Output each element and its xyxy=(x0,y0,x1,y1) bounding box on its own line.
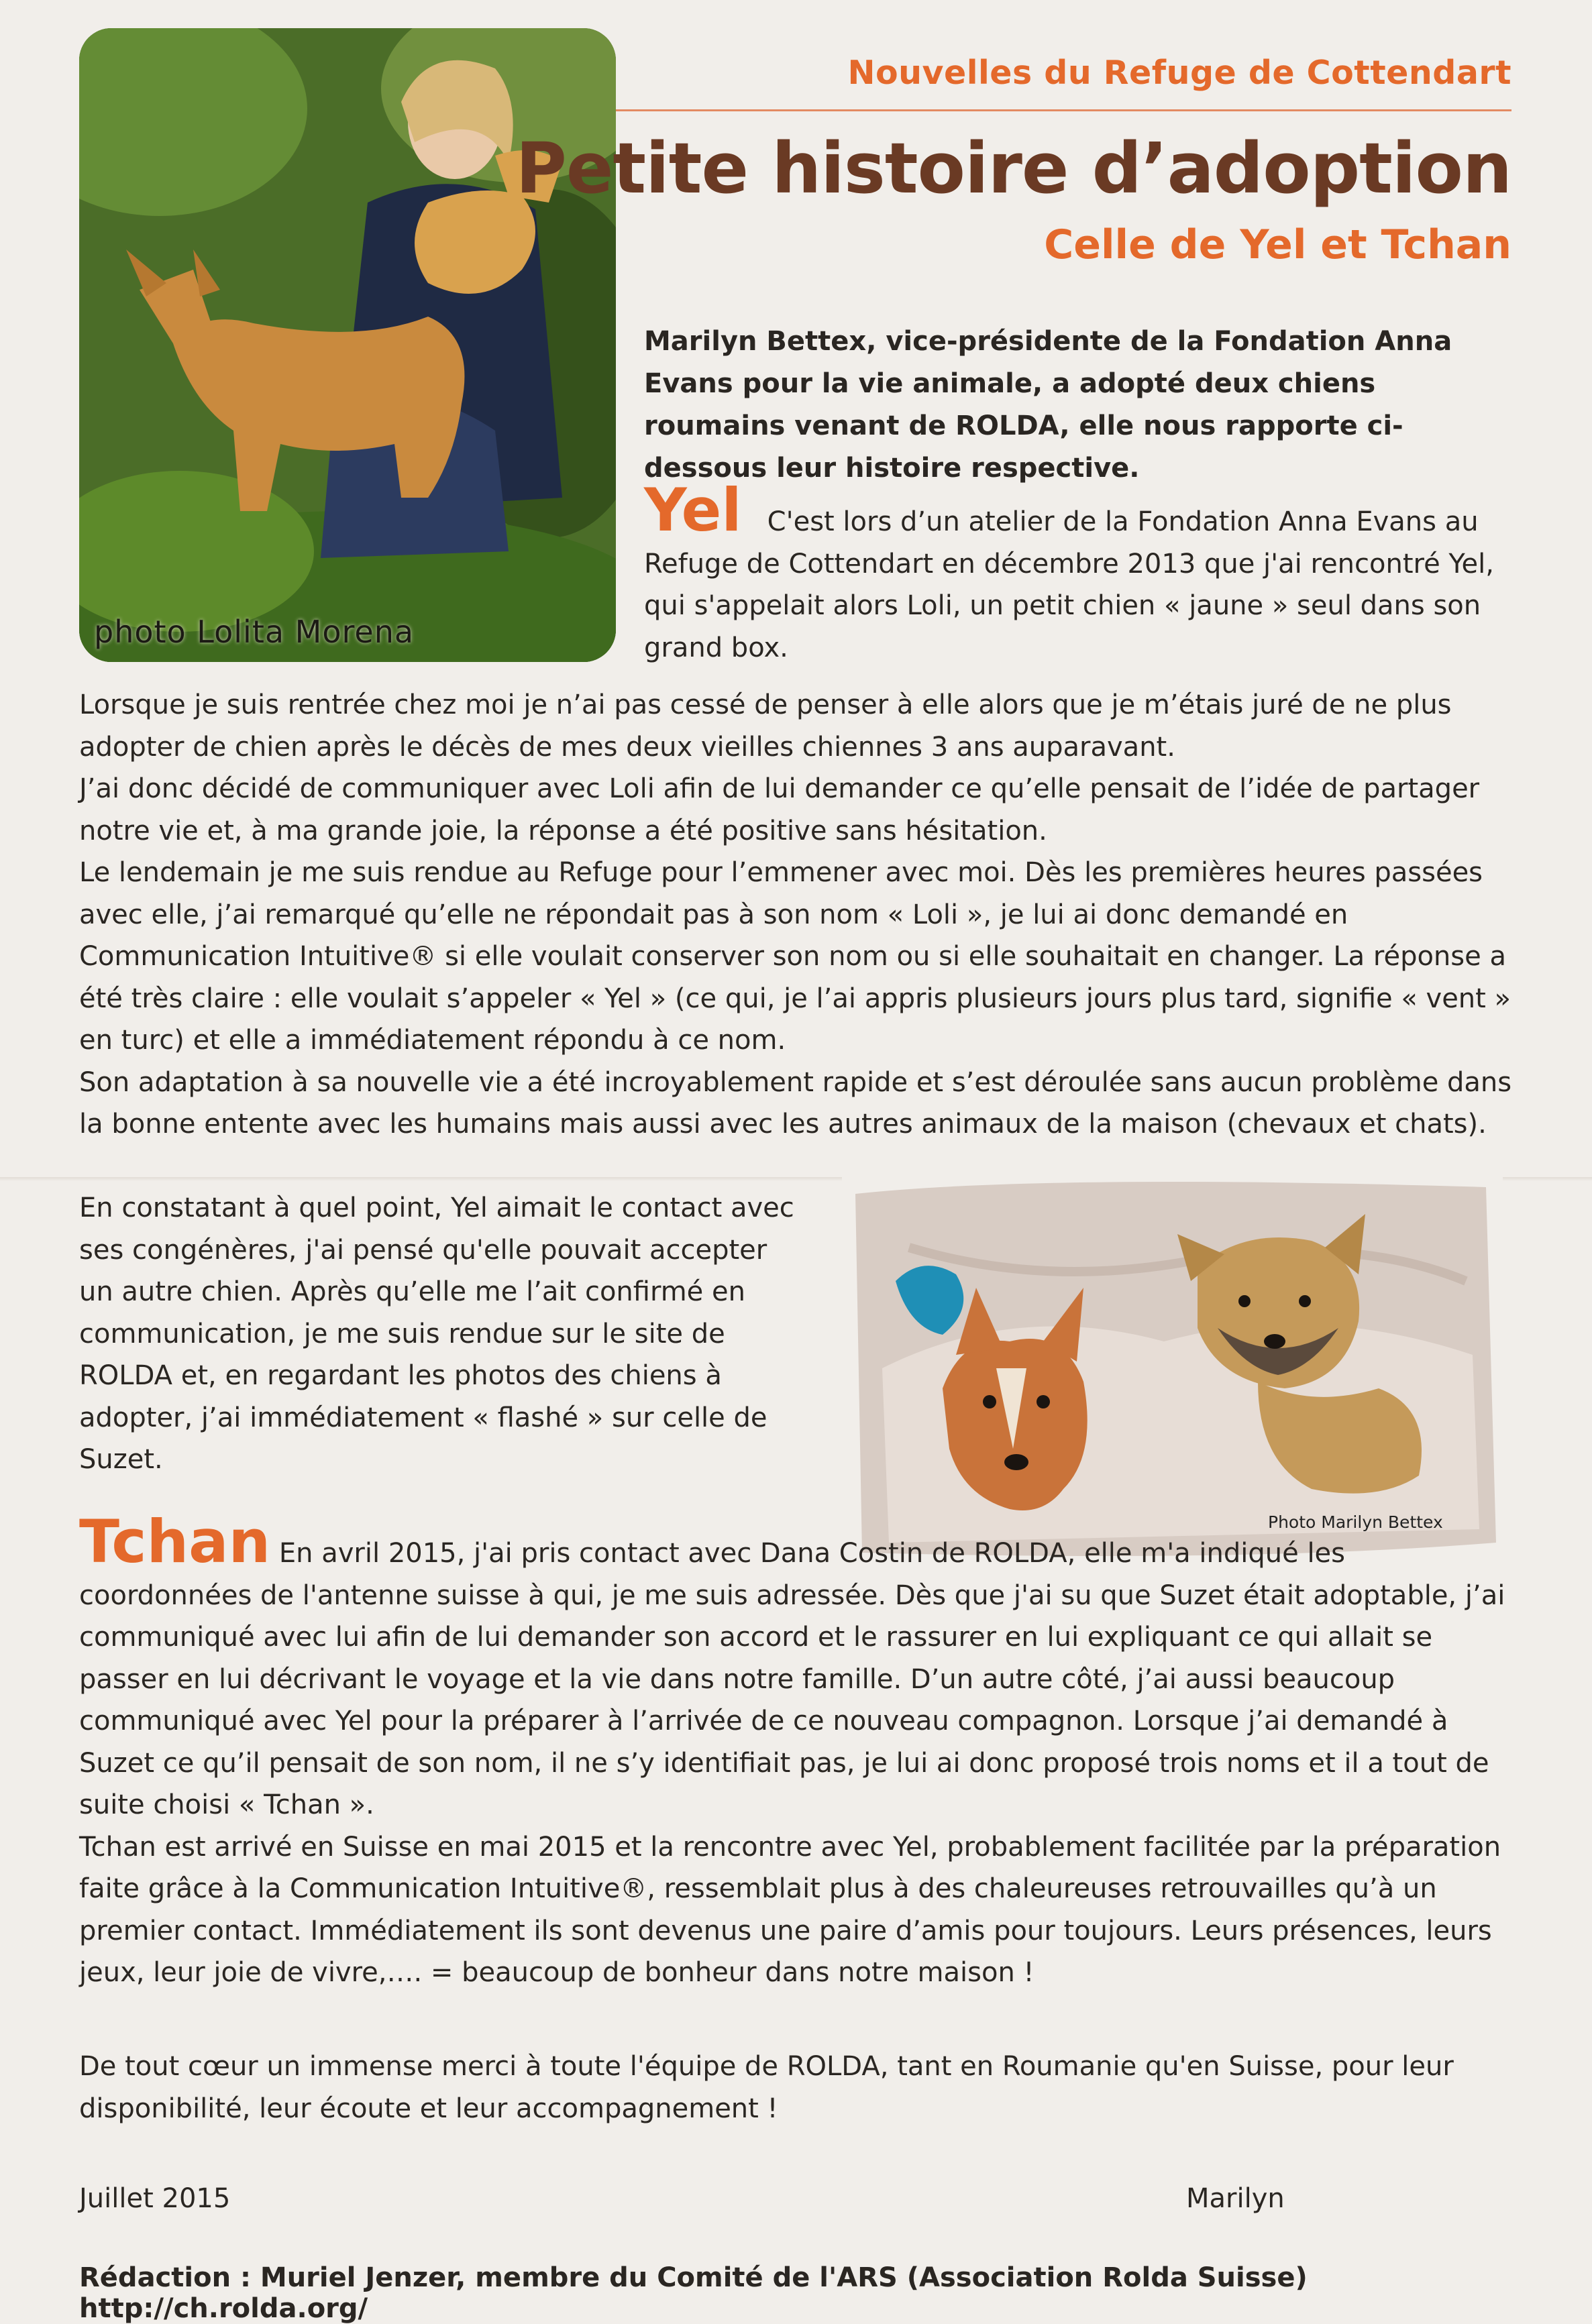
thanks-paragraph: De tout cœur un immense merci à toute l'équipe de ROLDA, tant en Roumanie qu'en Suisse, pour leur disponibilité, leur écoute et leur accompagnement ! xyxy=(79,2051,1454,2124)
editorial-footer: Rédaction : Muriel Jenzer, membre du Comité de l'ARS (Association Rolda Suisse) http://ch.rolda.org/ xyxy=(79,2262,1308,2324)
yel-dropcap: Yel xyxy=(644,476,742,545)
yel-paragraph-3: J’ai donc décidé de communiquer avec Loli afin de lui demander ce qu’elle pensait de l’idée de partager notre vie et, à ma grande joie, la réponse a été positive sans hésitation. xyxy=(79,773,1480,846)
article-title: Petite histoire d’adoption xyxy=(515,127,1511,209)
photo-dogs-illustration xyxy=(842,1167,1503,1566)
photo-woman-with-dogs xyxy=(79,28,616,662)
yel-section-end xyxy=(79,1187,800,1481)
yel-paragraph-4: Le lendemain je me suis rendue au Refuge pour l’emmener avec moi. Dès les premières heures passées avec elle, j’ai remarqué qu’elle ne répondait pas à son nom « Loli », je lui ai donc demandé en Communication Intuitive® si elle voulait conserver son nom ou si elle souhaitait en changer. La réponse a été très claire : elle voulait s’appeler « Yel » (ce qui, je l’ai appris plusieurs jours plus tard, signifie « vent » en turc) et elle a immédiatement répondu à ce nom. xyxy=(79,857,1511,1056)
author-signature: Marilyn xyxy=(1186,2183,1285,2214)
tchan-first-text: En avril 2015, j'ai pris contact avec Dana Costin de ROLDA, elle m'a indiqué les coordonnées de l'antenne suisse à qui, je me suis adressée. Dès que j'ai su que Suzet était adoptable, j’ai communiqué avec lui afin de lui demander son accord et le rassurer en lui expliquant ce qui allait se passer en lui décrivant le voyage et la vie dans notre famille. D’un autre côté, j’ai aussi beaucoup communiqué avec Yel pour la préparer à l’arrivée de ce nouveau compagnon. Lorsque j’ai demandé à Suzet ce qu’il pensait de son nom, il ne s’y identifiait pas, je lui ai donc proposé trois noms et il a tout de suite choisi « Tchan ». xyxy=(79,1538,1505,1820)
yel-first-text: C'est lors d’un atelier de la Fondation Anna Evans au Refuge de Cottendart en décembre 2013 que j'ai rencontré Yel, qui s'appelait alors Loli, un petit chien « jaune » seul dans son grand box. xyxy=(644,506,1494,663)
tchan-dropcap: Tchan xyxy=(79,1507,271,1576)
photo-credit: photo Lolita Morena xyxy=(94,614,415,650)
yel-section-start xyxy=(644,476,1513,669)
yel-section-body xyxy=(79,684,1513,1146)
header-divider xyxy=(616,109,1511,111)
photo-two-dogs xyxy=(842,1167,1503,1566)
photo-illustration xyxy=(79,28,616,662)
yel-paragraph-6: En constatant à quel point, Yel aimait le contact avec ses congénères, j'ai pensé qu'elle pouvait accepter un autre chien. Après qu’elle me l’ait confirmé en communication, je me suis rendue sur le site de ROLDA et, en regardant les photos des chiens à adopter, j’ai immédiatement « flashé » sur celle de Suzet. xyxy=(79,1193,794,1475)
intro-paragraph: Marilyn Bettex, vice-présidente de la Fondation Anna Evans pour la vie animale, a adopté deux chiens roumains venant de ROLDA, elle nous rapporte ci-dessous leur histoire respective. xyxy=(644,326,1452,484)
article-subtitle: Celle de Yel et Tchan xyxy=(1044,221,1511,268)
yel-paragraph-2: Lorsque je suis rentrée chez moi je n’ai pas cessé de penser à elle alors que je m’étais juré de ne plus adopter de chien après le décès de mes deux vieilles chiennes 3 ans auparavant. xyxy=(79,689,1452,763)
section-tag: Nouvelles du Refuge de Cottendart xyxy=(847,54,1511,92)
yel-paragraph-5: Son adaptation à sa nouvelle vie a été incroyablement rapide et s’est déroulée sans aucun problème dans la bonne entente avec les humains mais aussi avec les autres animaux de la maison (chevaux et chats). xyxy=(79,1066,1512,1140)
yel-first-paragraph xyxy=(644,476,1513,669)
tchan-paragraph-2: Tchan est arrivé en Suisse en mai 2015 et la rencontre avec Yel, probablement facilitée par la préparation faite grâce à la Communication Intuitive®, ressemblait plus à des chaleureuses retrouvailles qu’à un premier contact. Immédiatement ils sont devenus une paire d’amis pour toujours. Leurs présences, leurs jeux, leur joie de vivre,…. = beaucoup de bonheur dans notre maison ! xyxy=(79,1831,1501,1988)
photo-credit-dogs: Photo Marilyn Bettex xyxy=(1268,1512,1443,1532)
tchan-first-paragraph xyxy=(79,1507,1513,1826)
tchan-section xyxy=(79,1507,1513,1994)
article-date: Juillet 2015 xyxy=(79,2183,231,2214)
